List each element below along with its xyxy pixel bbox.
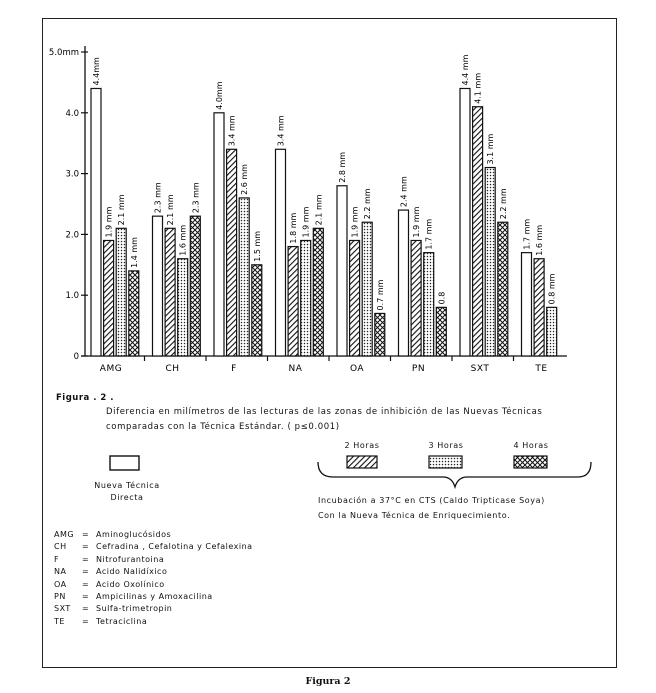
legend-incubation	[318, 493, 545, 523]
bar-value-label: 2.4 mm	[399, 176, 409, 208]
bar-value-label: 2.2 mm	[363, 188, 373, 220]
bar-4h-ch	[190, 216, 200, 356]
legend-swatch-2h	[347, 456, 377, 468]
abbreviation-name: Tetraciclina	[96, 616, 148, 626]
bar-value-label: 4.1 mm	[473, 72, 483, 104]
bar-value-label: 3.1 mm	[486, 133, 496, 165]
abbreviation-equals: =	[82, 554, 90, 564]
bar-2h-pn	[411, 240, 421, 356]
category-label-na: NA	[288, 364, 303, 374]
legend-swatch-4h	[514, 456, 547, 468]
abbreviation-code: F	[54, 554, 60, 564]
bar-value-label: 1.9 mm	[301, 206, 311, 238]
bar-4h-f	[252, 265, 262, 356]
legend-incubation-line-2: Con la Nueva Técnica de Enriquecimiento.	[318, 511, 511, 520]
bar-value-label: 1.7 mm	[522, 218, 532, 250]
bar-3h-na	[301, 240, 311, 356]
bar-4h-na	[313, 228, 323, 356]
abbreviation-name: Cefradina , Cefalotina y Cefalexina	[96, 542, 253, 552]
bar-value-label: 0.8	[437, 291, 447, 305]
abbreviation-name: Nitrofurantoina	[96, 554, 165, 564]
category-label-pn: PN	[411, 364, 426, 374]
bar-value-label: 2.1 mm	[166, 194, 176, 226]
legend-swatch-3h	[429, 456, 462, 468]
abbreviation-name: Aminoglucósidos	[96, 530, 172, 539]
bar-directa-sxt	[460, 88, 470, 356]
caption-heading: Figura . 2 .	[56, 393, 115, 403]
abbreviation-equals: =	[82, 530, 90, 539]
legend-swatch-directa	[110, 456, 139, 470]
bar-directa-oa	[337, 186, 347, 356]
bar-directa-na	[276, 149, 286, 356]
abbreviation-equals: =	[82, 604, 90, 614]
category-label-sxt: SXT	[470, 364, 490, 374]
y-tick-label: 2.0	[65, 230, 79, 241]
legend-2h-label: 2 Horas	[344, 441, 380, 450]
y-tick-label: 3.0	[65, 169, 79, 180]
abbreviation-code: PN	[54, 591, 66, 601]
bar-value-label: 1.9 mm	[412, 206, 422, 238]
abbreviation-equals: =	[82, 591, 90, 601]
bar-3h-f	[239, 198, 249, 356]
bar-2h-sxt	[473, 107, 483, 356]
bar-value-label: 1.5 mm	[252, 230, 262, 262]
category-label-f: F	[231, 364, 237, 374]
bar-3h-amg	[116, 228, 126, 356]
bar-4h-oa	[375, 313, 385, 356]
abbreviation-row	[54, 542, 253, 554]
bar-value-label: 2.1 mm	[117, 194, 127, 226]
bar-value-label: 2.3 mm	[191, 182, 201, 214]
bar-value-label: 1.6 mm	[178, 224, 188, 256]
bar-value-label: 1.7 mm	[424, 218, 434, 250]
bar-2h-ch	[165, 228, 175, 356]
bar-value-label: 1.9 mm	[104, 206, 114, 238]
abbreviation-code: AMG	[54, 530, 75, 539]
bar-2h-na	[288, 247, 298, 356]
y-tick-label: 4.0	[65, 108, 79, 119]
abbreviation-row	[54, 580, 253, 592]
bar-2h-f	[227, 149, 237, 356]
bar-3h-pn	[424, 253, 434, 356]
legend-3h-label: 3 Horas	[428, 441, 464, 450]
bar-value-label: 4.4mm	[92, 57, 101, 86]
abbreviation-row	[54, 592, 253, 604]
legend-4h-label: 4 Horas	[513, 441, 549, 450]
bar-value-label: 2.1 mm	[314, 194, 324, 226]
bar-2h-amg	[104, 240, 114, 356]
caption-line-1: Diferencia en milímetros de las lecturas de las zonas de inhibición de las Nuevas Técnicas	[106, 407, 543, 417]
category-label-oa: OA	[349, 364, 365, 374]
abbreviation-equals: =	[82, 567, 90, 577]
abbreviation-list	[54, 530, 253, 629]
legend-directa-line-2: Directa	[110, 493, 144, 502]
abbreviation-row	[54, 567, 253, 579]
abbreviation-equals: =	[82, 579, 90, 589]
category-label-amg: AMG	[99, 364, 123, 374]
bar-value-label: 2.2 mm	[498, 188, 508, 220]
abbreviation-code: SXT	[54, 604, 71, 614]
bar-value-label: 3.4 mm	[227, 115, 237, 147]
bar-directa-pn	[399, 210, 409, 356]
abbreviation-name: Ampicilinas y Amoxacilina	[96, 591, 213, 601]
bar-value-label: 4.0mm	[215, 81, 224, 110]
abbreviation-row	[54, 604, 253, 616]
bar-value-label: 1.4 mm	[129, 237, 139, 268]
legend-incubation-line-1: Incubación a 37°C en CTS (Caldo Tripticase Soya)	[318, 496, 545, 505]
bar-4h-pn	[436, 307, 446, 356]
abbreviation-code: NA	[54, 567, 67, 577]
bar-value-label: 3.4 mm	[276, 115, 286, 147]
caption-line-2: comparadas con la Técnica Estándar. ( p≤0.001)	[106, 422, 340, 432]
bar-directa-amg	[91, 88, 101, 356]
bar-value-label: 1.8 mm	[289, 212, 299, 244]
bar-4h-amg	[129, 271, 139, 356]
bar-value-label: 0.8 mm	[547, 273, 557, 305]
y-tick-label: 5.0mm	[48, 48, 79, 58]
bar-directa-ch	[153, 216, 163, 356]
bar-3h-oa	[362, 222, 372, 356]
abbreviation-name: Acido Nalidíxico	[96, 567, 168, 577]
y-tick-label: 1.0	[65, 291, 79, 302]
legend-directa-line-1: Nueva Técnica	[94, 481, 160, 490]
category-label-te: TE	[535, 364, 548, 374]
bar-value-label: 2.6 mm	[240, 164, 250, 195]
abbreviation-row	[54, 617, 253, 629]
abbreviation-row	[54, 555, 253, 567]
bar-value-label: 2.3 mm	[153, 182, 163, 214]
abbreviation-code: TE	[54, 616, 65, 626]
abbreviation-equals: =	[82, 542, 90, 552]
bar-3h-ch	[178, 259, 188, 356]
legend-directa-label	[92, 481, 162, 502]
abbreviation-row	[54, 530, 253, 542]
category-label-ch: CH	[165, 364, 180, 374]
bar-4h-sxt	[498, 222, 508, 356]
bar-value-label: 2.8 mm	[338, 151, 347, 183]
bar-value-label: 1.6 mm	[535, 224, 545, 256]
figure-footer: Figura 2	[305, 676, 351, 687]
bar-directa-f	[214, 113, 224, 356]
bar-3h-te	[547, 307, 557, 356]
bar-2h-oa	[350, 240, 360, 356]
bar-2h-te	[534, 259, 544, 356]
abbreviation-name: Acido Oxolínico	[96, 579, 165, 589]
abbreviation-equals: =	[82, 616, 90, 626]
bar-value-label: 1.9 mm	[350, 206, 360, 238]
bar-3h-sxt	[485, 168, 495, 356]
abbreviation-code: OA	[54, 579, 67, 589]
bar-directa-te	[522, 253, 532, 356]
bar-value-label: 4.4 mm	[461, 54, 470, 86]
abbreviation-code: CH	[54, 542, 67, 552]
abbreviation-name: Sulfa-trimetropin	[96, 604, 173, 614]
y-tick-label: 0	[73, 352, 79, 362]
bar-value-label: 0.7 mm	[375, 279, 385, 311]
